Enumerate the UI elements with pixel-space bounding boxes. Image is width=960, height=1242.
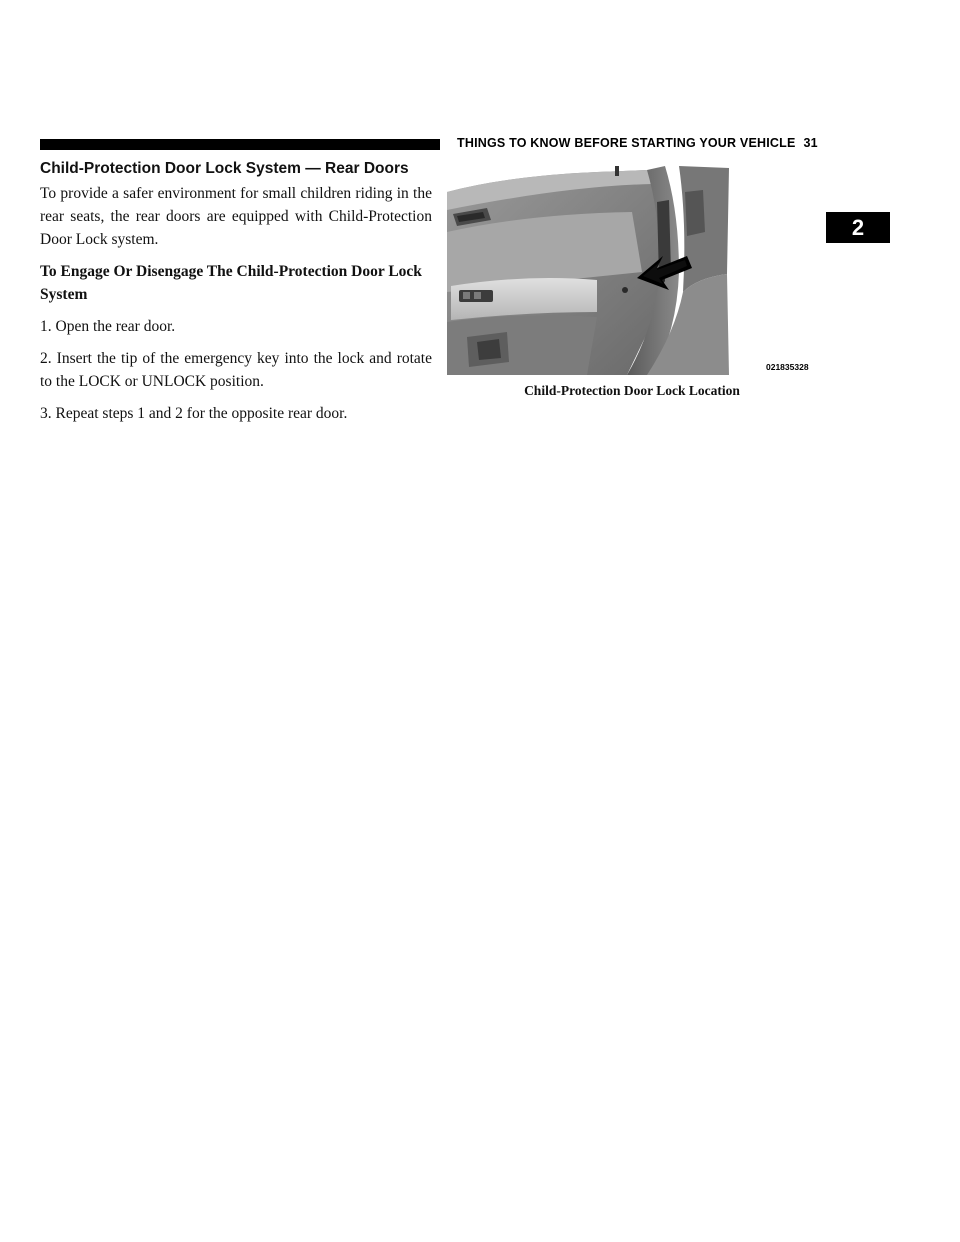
figure-code: 021835328: [766, 362, 809, 372]
step-2: 2. Insert the tip of the emergency key into the lock and rotate to the LOCK or UNLOCK position.: [40, 350, 432, 390]
header-bar: [40, 139, 440, 150]
section-title: THINGS TO KNOW BEFORE STARTING YOUR VEHICLE: [457, 136, 796, 150]
step-3: 3. Repeat steps 1 and 2 for the opposite rear door.: [40, 405, 348, 422]
page-number: 31: [803, 136, 818, 150]
figure-caption: Child-Protection Door Lock Location: [524, 383, 740, 398]
main-text-column: [40, 159, 432, 434]
rear-door-photo: [447, 162, 820, 375]
step-1: 1. Open the rear door.: [40, 318, 176, 335]
running-header: [457, 136, 818, 150]
chapter-tab: 2: [826, 212, 890, 243]
procedure-heading: To Engage Or Disengage The Child-Protection Door Lock System: [40, 263, 422, 303]
door-lock-figure: [447, 162, 820, 375]
section-heading: Child-Protection Door Lock System — Rear Doors: [40, 160, 409, 177]
intro-paragraph: To provide a safer environment for small children riding in the rear seats, the rear doors are equipped with Child-Protection Door Lock system.: [40, 185, 432, 248]
